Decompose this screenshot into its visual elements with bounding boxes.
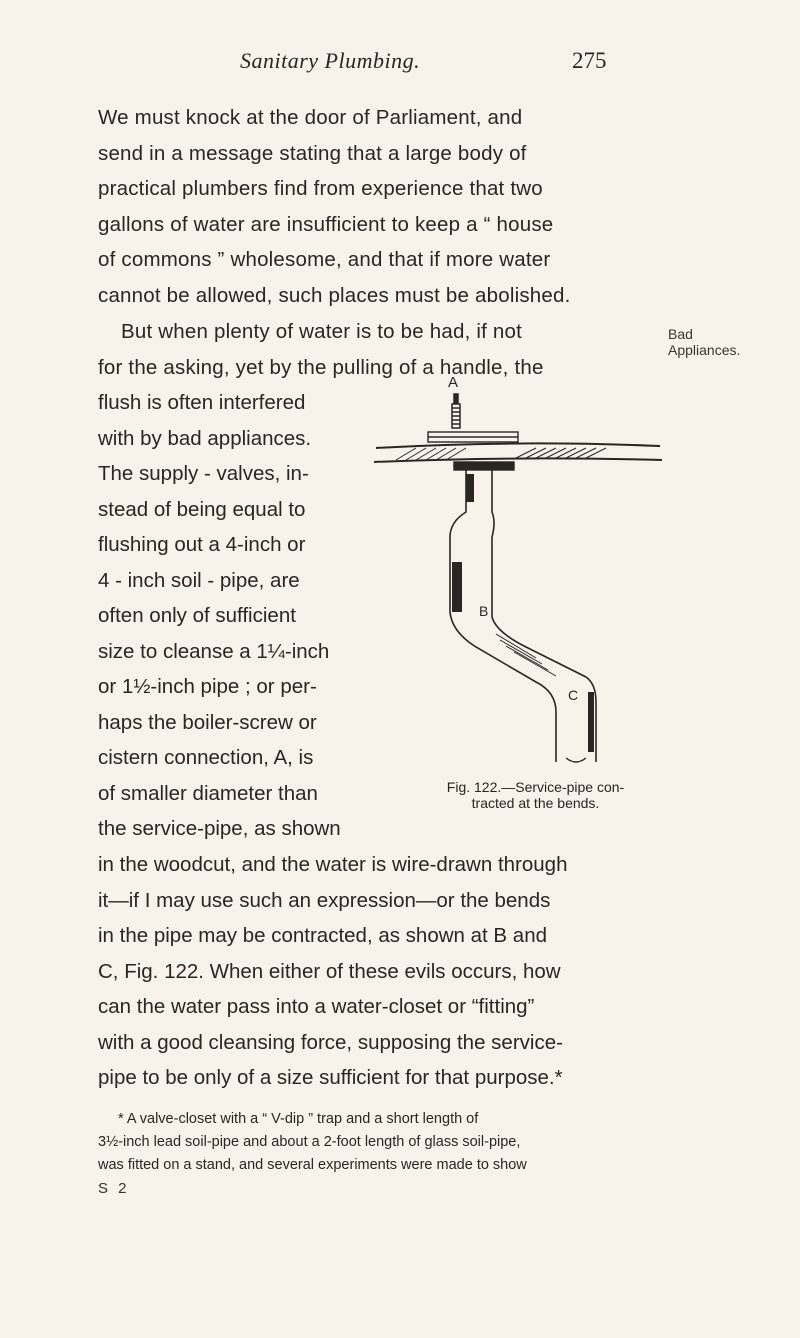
text-line: for the asking, yet by the pulling of a handle, the [98,355,544,379]
text-line: with by bad appliances. [98,426,312,450]
text-line: practical plumbers find from experience that two [98,177,543,200]
text-line: We must knock at the door of Parliament, and [98,106,523,129]
text-line: C, Fig. 122. When either of these evils occurs, how [98,959,561,983]
text-line: of smaller diameter than [98,781,318,805]
text-line: the service-pipe, as shown [98,817,341,840]
running-title: Sanitary Plumbing. [240,48,421,73]
label-b: B [479,603,489,619]
footnote-line: was fitted on a stand, and several experiments were made to show [98,1157,527,1173]
text-line: often only of sufficient [98,604,296,627]
text-line: can the water pass into a water-closet or “fitting” [98,995,535,1018]
service-pipe-illustration [366,362,666,772]
printer-signature: S 2 [98,1180,130,1197]
text-line: with a good cleansing force, supposing the service- [98,1030,563,1054]
text-line: size to cleanse a 1¼-inch [98,639,330,663]
text-line: pipe to be only of a size sufficient for that purpose.* [98,1066,563,1089]
text-line: in the pipe may be contracted, as shown at B and [98,924,547,947]
text-line: of commons ” wholesome, and that if more water [98,248,551,271]
text-line: it—if I may use such an expression—or the bends [98,888,551,912]
text-line: cistern connection, A, is [98,746,314,769]
figure-caption [403,779,668,811]
paragraph-2-continuation [98,847,668,1096]
page-number: 275 [572,48,607,73]
footnote-line: * A valve-closet with a “ V-dip ” trap and a short length of [118,1111,479,1127]
label-a: A [448,374,459,391]
text-line: stead of being equal to [98,497,306,521]
footnote [98,1108,668,1177]
text-line: send in a message stating that a large body of [98,141,527,165]
text-line: flush is often interfered [98,391,306,414]
connection-a [452,394,460,428]
text-line: in the woodcut, and the water is wire-drawn through [98,853,568,876]
label-c: C [568,687,579,703]
text-line: gallons of water are insufficient to keep a “ house [98,212,554,236]
paragraph-1 [98,100,668,313]
text-line: 4 - inch soil - pipe, are [98,568,300,592]
text-line: haps the boiler-screw or [98,710,317,734]
vertical-pipe-upper [450,470,596,762]
text-line: or 1½-inch pipe ; or per- [98,675,317,698]
text-line: The supply - valves, in- [98,462,309,485]
horizontal-pipe [374,432,662,470]
margin-note [668,326,788,358]
paragraph-2-narrow-column [98,385,356,847]
footnote-line: 3½-inch lead soil-pipe and about a 2-foot length of glass soil-pipe, [98,1134,521,1150]
text-line: But when plenty of water is to be had, if not [121,320,523,343]
caption-line: tracted at the bends. [471,795,600,811]
text-line: flushing out a 4-inch or [98,533,306,556]
margin-note-line: Bad [668,326,693,342]
text-line: cannot be allowed, such places must be abolished. [98,283,571,307]
margin-note-line: Appliances. [668,342,741,358]
caption-line: Fig. 122.—Service-pipe con- [446,779,625,795]
